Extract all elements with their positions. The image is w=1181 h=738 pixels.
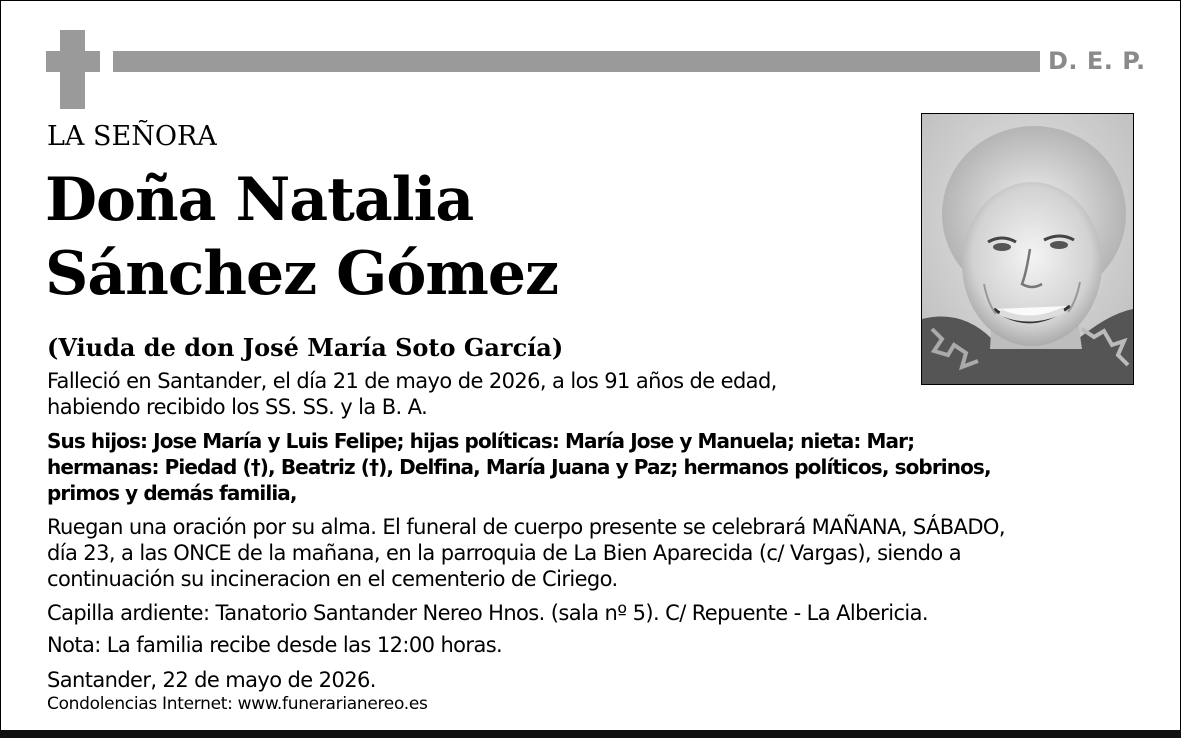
death-paragraph <box>47 368 777 420</box>
family-line-2: hermanas: Piedad (†), Beatriz (†), Delfina, María Juana y Paz; hermanos políticos, sobrinos, <box>47 455 991 479</box>
family-note: Nota: La familia recibe desde las 12:00 horas. <box>47 633 503 657</box>
death-line-1: Falleció en Santander, el día 21 de mayo de 2026, a los 91 años de edad, <box>47 369 777 393</box>
bottom-rule <box>0 730 1181 738</box>
chapel-info: Capilla ardiente: Tanatorio Santander Nereo Hnos. (sala nº 5). C/ Repuente - La Albericia. <box>47 601 928 625</box>
dep-label: D. E. P. <box>1048 47 1146 75</box>
widow-of: (Viuda de don José María Soto García) <box>47 333 564 362</box>
family-paragraph <box>47 428 991 506</box>
funeral-line-3: continuación su incineracion en el cementerio de Ciriego. <box>47 567 618 591</box>
condolences-link[interactable]: Condolencias Internet: www.funerarianereo.es <box>47 694 428 714</box>
funeral-paragraph <box>47 514 1005 592</box>
portrait-photo <box>921 113 1134 385</box>
family-line-3: primos y demás familia, <box>47 481 297 505</box>
honorific: LA SEÑORA <box>47 121 217 152</box>
name-line-1: Doña Natalia <box>45 165 474 235</box>
deceased-name <box>45 163 558 311</box>
name-line-2: Sánchez Gómez <box>45 239 559 309</box>
family-line-1: Sus hijos: Jose María y Luis Felipe; hijas políticas: María Jose y Manuela; nieta: Mar; <box>47 429 915 453</box>
place-date: Santander, 22 de mayo de 2026. <box>47 668 376 692</box>
funeral-line-1: Ruegan una oración por su alma. El funeral de cuerpo presente se celebrará MAÑANA, SÁBADO, <box>47 515 1005 539</box>
funeral-line-2: día 23, a las ONCE de la mañana, en la parroquia de La Bien Aparecida (c/ Vargas), siendo a <box>47 541 962 565</box>
death-line-2: habiendo recibido los SS. SS. y la B. A. <box>47 395 428 419</box>
header-rule <box>113 51 1040 72</box>
